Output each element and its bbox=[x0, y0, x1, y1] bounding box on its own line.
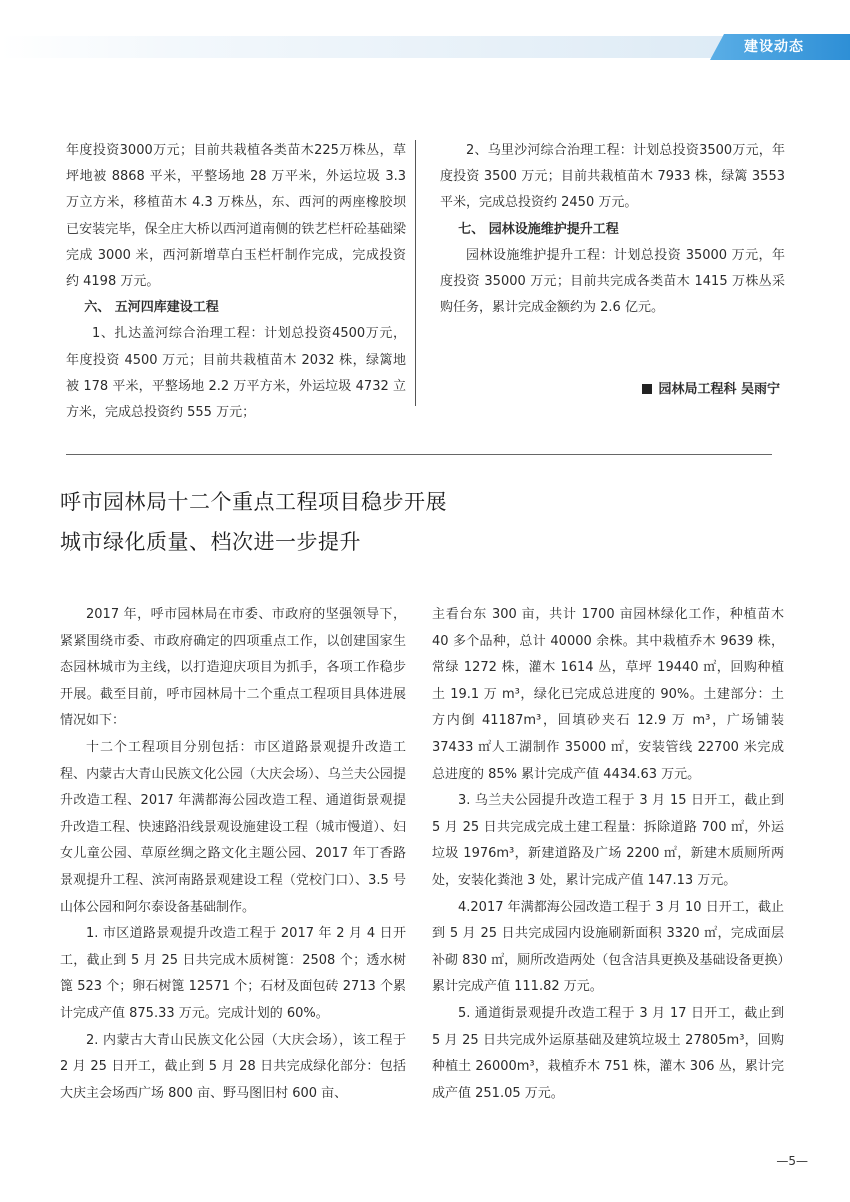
paragraph: 主看台东 300 亩，共计 1700 亩园林绿化工作，种植苗木 40 多个品种，总计 40000 余株。其中栽植乔木 9639 株，常绿 1272 株，灌木 1614 丛，草坪 19440 ㎡，回购种植土 19.1 万 m³，绿化已完成总进度的 90%。土建部分：土方内倒 41187m³，回填砂夹石 12.9 万 m³，广场铺装 37433 ㎡人工湖制作 35000 ㎡，安装管线 22700 米完成总进度的 85% 累计完成产值 4434.63 万元。 bbox=[432, 607, 784, 782]
top-right-column bbox=[440, 138, 785, 321]
paragraph: 2017 年，呼市园林局在市委、市政府的坚强领导下，紧紧围绕市委、市政府确定的四项重点工作，以创建国家生态园林城市为主线，以打造迎庆项目为抓手，各项工作稳步开展。截至目前，呼市园林局十二个重点工程项目具体进展情况如下： bbox=[60, 607, 406, 729]
column-divider bbox=[415, 140, 416, 406]
paragraph: 5. 通道街景观提升改造工程于 3 月 17 日开工，截止到 5 月 25 日共完成外运原基础及建筑垃圾土 27805m³，回购种植土 26000m³，栽植乔木 751 株，灌木 306 丛，累计完成产值 251.05 万元。 bbox=[432, 1005, 784, 1101]
paragraph: 年度投资3000万元；目前共栽植各类苗木225万株丛，草坪地被 8868 平米，平整场地 28 万平米，外运垃圾 3.3 万立方米，移植苗木 4.3 万株丛，东、西河的两座橡胶坝已安装完毕，保全庄大桥以西河道南侧的铁艺栏杆砼基础梁完成 3000 米，西河新增草白玉栏杆制作完成，完成投资约 4198 万元。 bbox=[66, 143, 406, 290]
paragraph: 1. 市区道路景观提升改造工程于 2017 年 2 月 4 日开工，截止到 5 月 25 日共完成木质树篦：2508 个；透水树篦 523 个；卵石树篦 12571 个；石材及面包砖 2713 个累计完成产值 875.33 万元。完成计划的 60%。 bbox=[60, 926, 406, 1021]
author-byline bbox=[642, 378, 780, 397]
paragraph: 2、乌里沙河综合治理工程：计划总投资3500万元，年度投资 3500 万元；目前共栽植苗木 7933 株，绿篱 3553 平米，完成总投资约 2450 万元。 bbox=[440, 143, 785, 211]
section-label: 建设动态 bbox=[744, 39, 804, 55]
page-number: —5— bbox=[776, 1154, 808, 1168]
section-heading: 六、 五河四库建设工程 bbox=[84, 300, 219, 316]
paragraph: 园林设施维护提升工程：计划总投资 35000 万元，年度投资 35000 万元；目前共完成各类苗木 1415 万株丛采购任务，累计完成金额约为 2.6 亿元。 bbox=[440, 247, 785, 316]
section-heading: 七、 园林设施维护提升工程 bbox=[458, 221, 619, 237]
paragraph: 3. 乌兰夫公园提升改造工程于 3 月 15 日开工，截止到 5 月 25 日共完成完成土建工程量：拆除道路 700 ㎡，外运垃圾 1976m³，新建道路及广场 2200 ㎡，新建木质厕所两处，安装化粪池 3 处，累计完成产值 147.13 万元。 bbox=[432, 793, 784, 888]
paragraph: 4.2017 年满都海公园改造工程于 3 月 10 日开工，截止到 5 月 25 日共完成园内设施刷新面积 3320 ㎡，完成面层补砌 830 ㎡，厕所改造两处（包含洁具更换及基础设备更换）累计完成产值 111.82 万元。 bbox=[432, 899, 784, 995]
paragraph: 1、扎达盖河综合治理工程：计划总投资4500万元，年度投资 4500 万元；目前共栽植苗木 2032 株，绿篱地被 178 平米，平整场地 2.2 万平方米，外运垃圾 4732 立方米，完成总投资约 555 万元； bbox=[66, 326, 406, 421]
paragraph: 2. 内蒙古大青山民族文化公园（大庆会场），该工程于 2 月 25 日开工，截止到 5 月 28 日共完成绿化部分：包括大庆主会场西广场 800 亩、野马图旧村 600 亩、 bbox=[60, 1032, 406, 1101]
article-left-column bbox=[60, 602, 406, 1107]
article-title bbox=[60, 482, 447, 562]
paragraph: 十二个工程项目分别包括：市区道路景观提升改造工程、内蒙古大青山民族文化公园（大庆会场）、乌兰夫公园提升改造工程、2017 年满都海公园改造工程、通道街景观提升改造工程、快速路沿线景观设施建设工程（城市慢道）、妇女儿童公园、草原丝绸之路文化主题公园、2017 年丁香路景观提升工程、滨河南路景观建设工程（党校门口）、3.5 号山体公园和阿尔泰设备基础制作。 bbox=[60, 739, 406, 915]
title-line-1: 呼市园林局十二个重点工程项目稳步开展 bbox=[60, 490, 447, 514]
section-divider bbox=[66, 454, 772, 455]
article-right-column bbox=[432, 602, 784, 1107]
title-line-2: 城市绿化质量、档次进一步提升 bbox=[60, 530, 361, 554]
bullet-square-icon bbox=[642, 384, 652, 394]
top-left-column bbox=[66, 138, 406, 426]
author-name: 园林局工程科 吴雨宁 bbox=[658, 382, 780, 397]
